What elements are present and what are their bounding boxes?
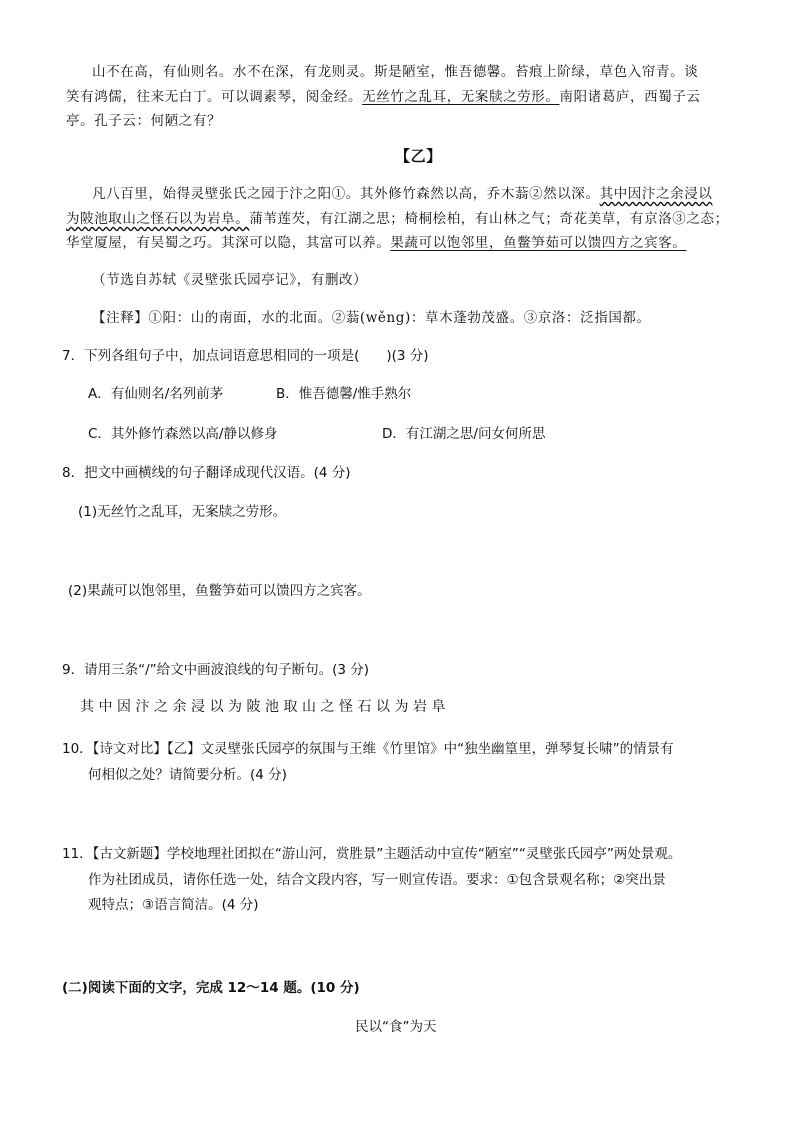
passage-yi-line-2: 为陂池取山之怪石以为岩阜。蒲苇莲芡，有江湖之思；椅桐桧柏，有山林之气；奇花美草，有京洛③之态； — [66, 211, 729, 227]
underlined-sentence-1: 无丝竹之乱耳，无案牍之劳形。 — [362, 89, 560, 105]
passage-yi-line-1: 凡八百里，始得灵壁张氏之园于汴之阳①。其外修竹森然以高，乔木蓊②然以深。其中因汴之余浸以 — [92, 186, 713, 202]
q7-option-d: D．有江湖之思/问女何所思 — [382, 426, 546, 442]
section-2-heading: (二)阅读下面的文字，完成 12～14 题。(10 分) — [62, 980, 360, 996]
q8-sentence-2: (2)果蔬可以饱邻里，鱼鳖笋茹可以馈四方之宾客。 — [68, 583, 371, 599]
q7-option-c: C．其外修竹森然以高/静以修身 — [88, 426, 278, 442]
q11-line-1: 11．【古文新题】学校地理社团拟在“游山河，赏胜景”主题活动中宣传“陋室”“灵壁张氏园亭”两处景观。 — [62, 846, 682, 862]
q7-option-a: A．有仙则名/名列前茅 — [88, 386, 224, 402]
q8-stem: 8．把文中画横线的句子翻译成现代汉语。(4 分) — [62, 465, 351, 481]
passage-jia-line-1: 山不在高，有仙则名。水不在深，有龙则灵。斯是陋室，惟吾德馨。苔痕上阶绿，草色入帘青。谈 — [92, 64, 699, 80]
q9-sentence: 其中因汴之余浸以为陂池取山之怪石以为岩阜 — [80, 699, 450, 715]
passage-yi-line-3: 华堂厦屋，有吴蜀之巧。其深可以隐，其富可以养。果蔬可以饱邻里，鱼鳖笋茹可以馈四方之宾客。 — [66, 235, 687, 251]
underlined-sentence-2: 果蔬可以饱邻里，鱼鳖笋茹可以馈四方之宾客。 — [390, 235, 687, 251]
q10-line-1: 10．【诗文对比】【乙】文灵壁张氏园亭的氛围与王维《竹里馆》中“独坐幽篁里，弹琴复长啸”的情景有 — [62, 741, 674, 757]
q11-line-2: 作为社团成员，请你任选一处，结合文段内容，写一则宣传语。要求：①包含景观名称；②突出景 — [88, 872, 666, 888]
q10-line-2: 何相似之处？请简要分析。(4 分) — [88, 767, 287, 783]
passage-source: （节选自苏轼《灵壁张氏园亭记》，有删改） — [92, 272, 368, 288]
wavy-sentence-part-2: 为陂池取山之怪石以为岩阜。 — [66, 211, 250, 227]
passage-yi-heading: 【乙】 — [395, 147, 442, 165]
q7-stem: 7．下列各组句子中，加点词语意思相同的一项是( )(3 分) — [62, 348, 429, 364]
q8-sentence-1: (1)无丝竹之乱耳，无案牍之劳形。 — [78, 504, 287, 520]
passage-notes: 【注释】①阳：山的南面，水的北面。②蓊(wěng)：草木蓬勃茂盛。③京洛：泛指国都。 — [92, 310, 651, 326]
section-2-title: 民以“食”为天 — [355, 1019, 437, 1035]
wavy-sentence-part-1: 其中因汴之余浸以 — [599, 186, 713, 202]
q9-stem: 9．请用三条“/”给文中画波浪线的句子断句。(3 分) — [62, 662, 370, 678]
passage-jia-line-3: 亭。孔子云：何陋之有？ — [66, 113, 222, 129]
q11-line-3: 观特点；③语言简洁。(4 分) — [88, 897, 259, 913]
passage-jia-line-2: 笑有鸿儒，往来无白丁。可以调素琴，阅金经。无丝竹之乱耳，无案牍之劳形。南阳诸葛庐，西蜀子云 — [66, 89, 701, 105]
q7-option-b: B．惟吾德馨/惟手熟尔 — [276, 386, 412, 402]
